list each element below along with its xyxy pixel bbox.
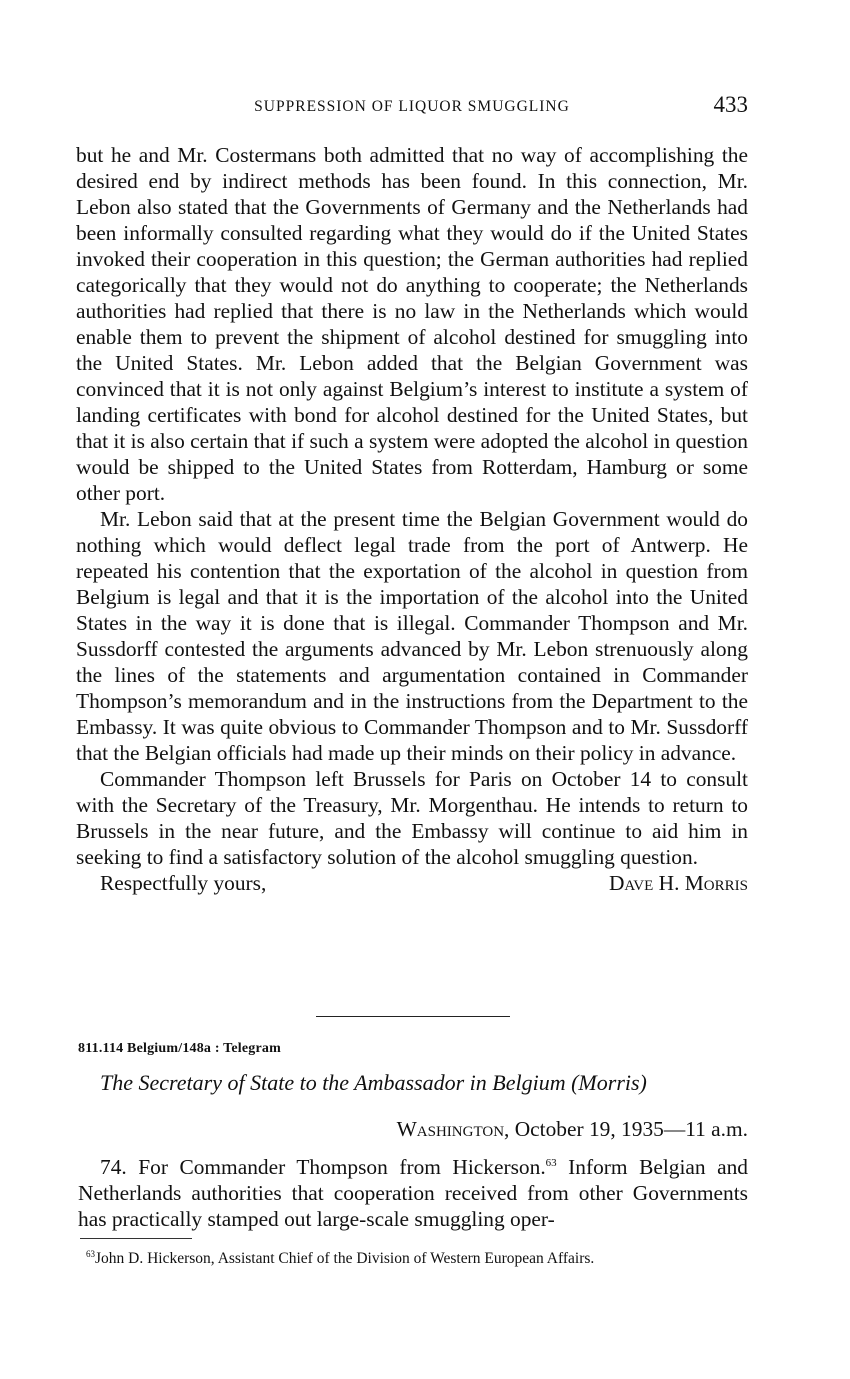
telegram-paragraph-start: 74. For Commander Thompson from Hickerson. <box>100 1155 546 1179</box>
signature: Dave H. Morris <box>608 871 748 895</box>
dateline-date: , October 19, 1935—11 a.m. <box>504 1117 748 1141</box>
closing-salutation: Respectfully yours, <box>100 871 267 895</box>
telegram-paragraph-rest: Inform Belgian and Netherlands authorities that cooperation received from other Governments has practically stamped out large-scale smuggling oper- <box>78 1155 748 1231</box>
footnote-text: John D. Hickerson, Assistant Chief of the Division of Western European Affairs. <box>95 1250 595 1267</box>
footnote-reference: 63 <box>545 1156 557 1169</box>
letter-paragraph-2: Mr. Lebon said that at the present time the Belgian Government would do nothing which would deflect legal trade from the port of Antwerp. He repeated his contention that the exportation of the alcohol in question from Belgium is legal and that it is the importation of the alcohol into the United States in the way it is done that is illegal. Commander Thompson and Mr. Sussdorff contested the arguments advanced by Mr. Lebon strenuously along the lines of the statements and argumentation contained in Commander Thompson’s memorandum and in the instructions from the Department to the Embassy. It was quite obvious to Commander Thompson and to Mr. Sussdorff that the Belgian officials had made up their minds on their policy in advance. <box>76 507 748 765</box>
section-divider <box>316 1016 510 1017</box>
footnote-rule <box>80 1238 192 1239</box>
footnote <box>78 1248 748 1269</box>
dateline <box>397 1117 748 1142</box>
telegram-paragraph <box>78 1154 748 1232</box>
running-head <box>76 92 748 122</box>
page-number: 433 <box>713 92 748 117</box>
letter-paragraph-1: but he and Mr. Costermans both admitted that no way of accomplishing the desired end by indirect methods has been found. In this connection, Mr. Lebon also stated that the Governments of Germany and the Netherlands had been informally consulted regarding what they would do if the United States invoked their cooperation in this question; the German authorities had replied categorically that they would not do anything to cooperate; the Netherlands authorities had replied that there is no law in the Netherlands which would enable them to prevent the shipment of alcohol destined for smuggling into the United States. Mr. Lebon added that the Belgian Government was convinced that it is not only against Belgium’s interest to institute a system of landing certificates with bond for alcohol destined for the United States, but that it is also certain that if such a system were adopted the alcohol in question would be shipped to the United States from Rotterdam, Hamburg or some other port. <box>76 143 748 505</box>
telegram-body <box>78 1154 748 1232</box>
dateline-place: Washington <box>396 1117 505 1141</box>
letter-paragraph-3: Commander Thompson left Brussels for Paris on October 14 to consult with the Secretary of the Treasury, Mr. Morgenthau. He intends to return to Brussels in the near future, and the Embassy will continue to aid him in seeking to find a satisfactory solution of the alcohol smuggling question. <box>76 767 748 869</box>
letter-body <box>76 142 748 896</box>
document-title: The Secretary of State to the Ambassador in Belgium (Morris) <box>100 1070 647 1095</box>
footnote-mark: 63 <box>86 1248 95 1259</box>
file-reference: 811.114 Belgium/148a : Telegram <box>78 1041 281 1056</box>
running-title: SUPPRESSION OF LIQUOR SMUGGLING <box>254 98 570 115</box>
letter-closing <box>76 870 748 896</box>
